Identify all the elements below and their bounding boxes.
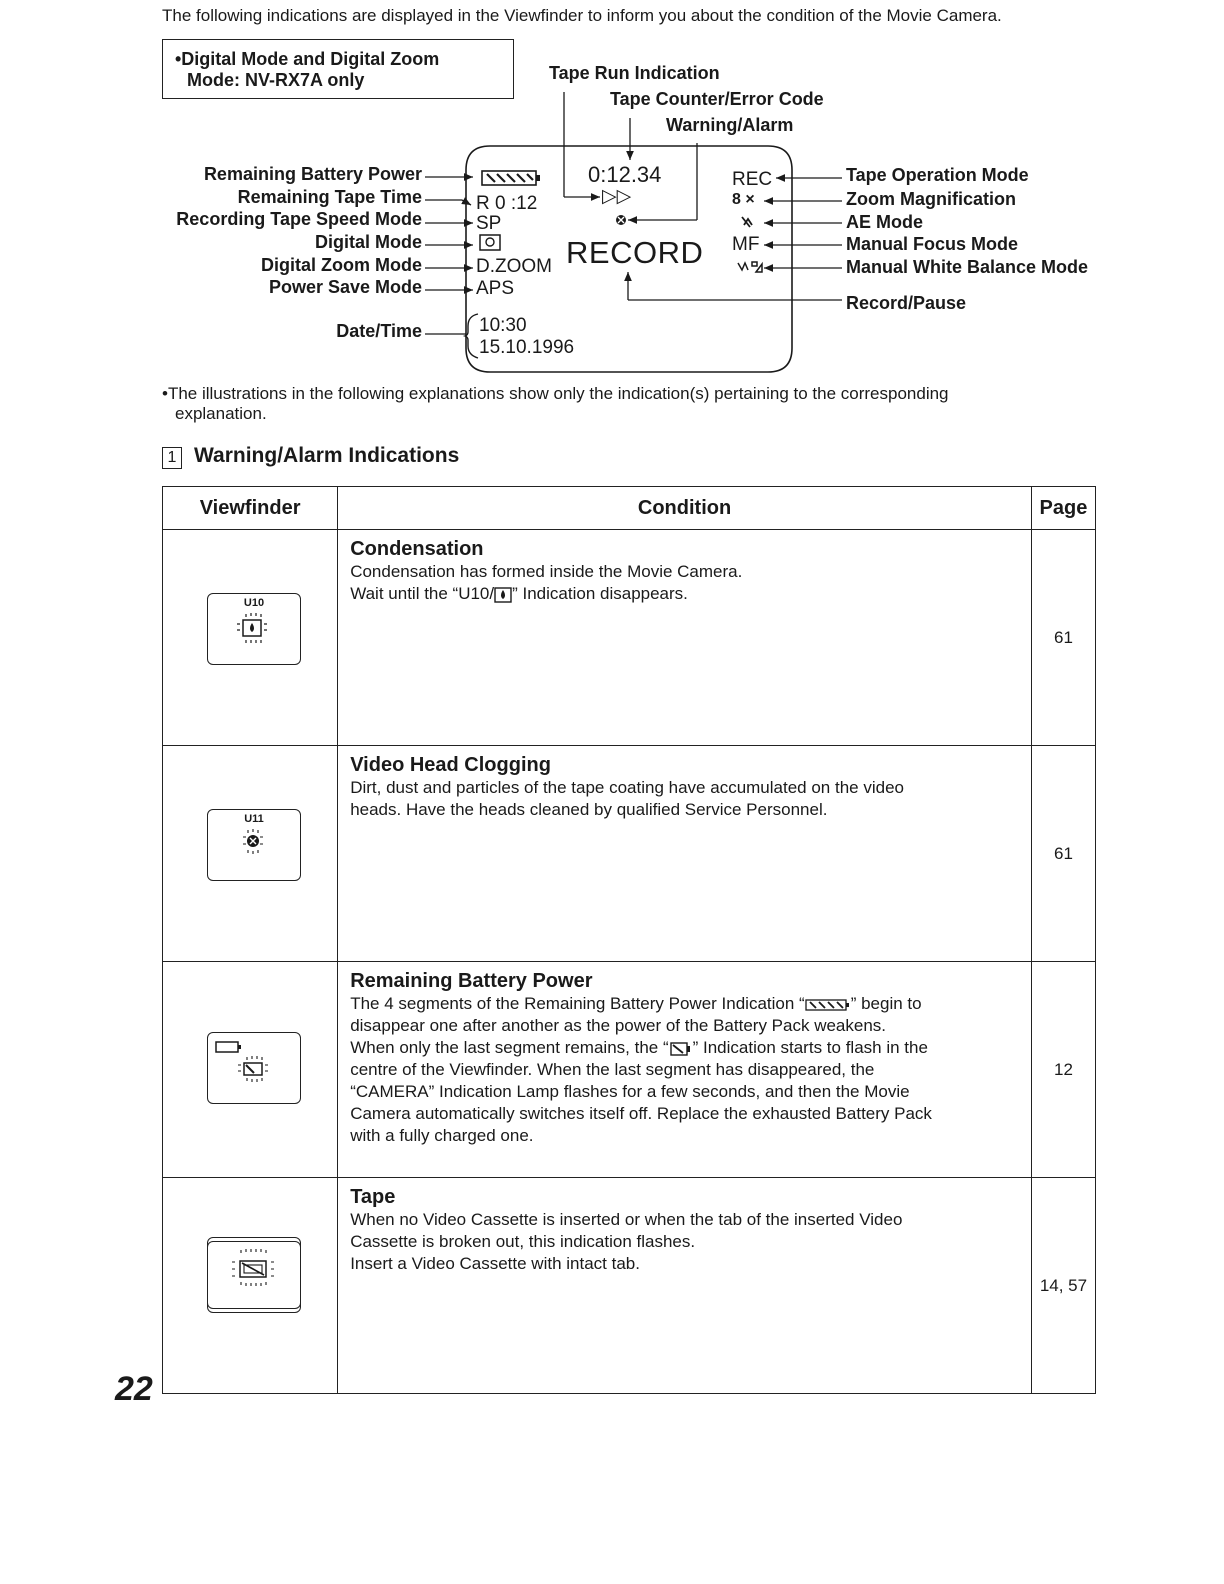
battery-icon: [482, 171, 540, 185]
condition-text-3-pre: When only the last segment remains, the “: [350, 1038, 669, 1057]
condition-text-2: Cassette is broken out, this indication flashes.: [350, 1232, 696, 1251]
condition-cell: [338, 1178, 1032, 1394]
condition-text-1: [350, 993, 1019, 1014]
label-ae-mode: AE Mode: [846, 212, 924, 232]
battery-inline-icon: [805, 998, 851, 1012]
digital-mode-icon: [480, 235, 500, 250]
page-cell: 61: [1031, 746, 1095, 962]
condition-text-1-pre: The 4 segments of the Remaining Battery Power Indication “: [350, 994, 805, 1013]
head-clog-icon: [208, 810, 300, 880]
page-cell: 61: [1031, 530, 1095, 746]
vf-aps: APS: [476, 278, 515, 299]
intro-text: The following indications are displayed in the Viewfinder to inform you about the condition of the Movie Camera.: [162, 6, 1002, 25]
condition-text-2-post: ” Indication disappears.: [512, 584, 688, 603]
mode-note-line1: •Digital Mode and Digital Zoom: [175, 49, 440, 69]
page-cell: 14, 57: [1031, 1178, 1095, 1394]
condition-cell: [338, 746, 1032, 962]
condition-text-7: with a fully charged one.: [350, 1126, 534, 1145]
header-viewfinder: Viewfinder: [163, 487, 338, 530]
label-manual-white-balance: Manual White Balance Mode: [846, 257, 1089, 277]
label-warning-alarm: Warning/Alarm: [666, 115, 794, 135]
note-line2: explanation.: [175, 404, 267, 423]
section-title: [162, 444, 459, 469]
warning-alarm-icon: [616, 215, 626, 225]
table-header-row: [163, 487, 1096, 530]
viewfinder-cell: [163, 746, 338, 962]
condition-text-6: Camera automatically switches itself off. Replace the exhausted Battery Pack: [350, 1104, 932, 1123]
condition-text-1: Condensation has formed inside the Movie Camera.: [350, 562, 743, 581]
tape-cassette-icon: [208, 1242, 300, 1312]
label-digital-mode: Digital Mode: [315, 232, 422, 252]
viewfinder-cell: [163, 530, 338, 746]
battery-empty-inline-icon: [669, 1041, 693, 1057]
table-row: [163, 962, 1096, 1178]
label-record-pause: Record/Pause: [846, 293, 967, 313]
label-power-save-mode: Power Save Mode: [268, 277, 422, 297]
label-tape-run: Tape Run Indication: [549, 63, 720, 83]
page-number: 22: [115, 1370, 153, 1408]
mini-viewfinder: [207, 593, 301, 665]
label-tape-speed-mode: Recording Tape Speed Mode: [176, 209, 422, 229]
vf-speed: SP: [476, 213, 502, 234]
vf-tape-time: R 0 :12: [476, 193, 538, 214]
section-number: 1: [162, 447, 182, 469]
section-title-text: Warning/Alarm Indications: [194, 444, 460, 467]
condition-title: Video Head Clogging: [350, 754, 551, 776]
header-condition: Condition: [338, 487, 1032, 530]
condition-text-3: Insert a Video Cassette with intact tab.: [350, 1254, 640, 1273]
table-row: [163, 530, 1096, 746]
condition-title: Remaining Battery Power: [350, 970, 593, 992]
condition-title: Tape: [350, 1186, 396, 1208]
vf-date: 15.10.1996: [479, 337, 575, 358]
battery-empty-icon: [208, 1033, 300, 1103]
vf-zoom: 8 ×: [732, 191, 755, 208]
condition-text-2: [350, 583, 1019, 604]
condition-text-3: [350, 1037, 1019, 1058]
label-manual-focus-mode: Manual Focus Mode: [846, 234, 1019, 254]
label-digital-zoom-mode: Digital Zoom Mode: [261, 255, 422, 275]
vf-counter: 0:12.34: [588, 162, 662, 187]
warning-table: [162, 486, 1096, 1394]
table-row: [163, 746, 1096, 962]
condition-text-2-pre: Wait until the “U10/: [350, 584, 495, 603]
condition-title: Condensation: [350, 538, 484, 560]
condition-text-1-post: ” begin to: [850, 994, 922, 1013]
mini-viewfinder: [207, 809, 301, 881]
vf-mf: MF: [732, 234, 760, 255]
mini-viewfinder: [207, 1241, 301, 1313]
condition-cell: [338, 530, 1032, 746]
page-cell: 12: [1031, 962, 1095, 1178]
vf-time: 10:30: [479, 315, 527, 336]
note-line1: •The illustrations in the following explanations show only the indication(s) pertaining to the corresponding: [162, 384, 949, 403]
vf-tape-run: ▷▷: [602, 186, 632, 207]
condensation-inline-icon: [494, 587, 512, 603]
label-zoom-magnification: Zoom Magnification: [846, 189, 1016, 209]
label-tape-counter: Tape Counter/Error Code: [610, 89, 824, 109]
condition-text-3-post: ” Indication starts to flash in the: [692, 1038, 928, 1057]
vf-rec: REC: [732, 169, 773, 190]
error-code: U10: [243, 597, 265, 609]
mini-viewfinder: [207, 1032, 301, 1104]
ae-mode-icon: [742, 217, 752, 227]
condensation-icon: [208, 594, 300, 664]
error-code: U11: [244, 813, 264, 825]
condition-text-1: When no Video Cassette is inserted or when the tab of the inserted Video: [350, 1210, 903, 1229]
condition-text-1: Dirt, dust and particles of the tape coating have accumulated on the video: [350, 778, 904, 797]
label-remaining-tape-time: Remaining Tape Time: [237, 187, 422, 207]
label-tape-operation-mode: Tape Operation Mode: [846, 165, 1029, 185]
label-date-time: Date/Time: [336, 321, 422, 341]
white-balance-icon: [738, 262, 762, 272]
condition-text-2: disappear one after another as the power of the Battery Pack weakens.: [350, 1016, 887, 1035]
condition-text-4: centre of the Viewfinder. When the last segment has disappeared, the: [350, 1060, 875, 1079]
condition-cell: [338, 962, 1032, 1178]
condition-text-2: heads. Have the heads cleaned by qualified Service Personnel.: [350, 800, 828, 819]
vf-dzoom: D.ZOOM: [476, 256, 552, 277]
table-row: [163, 1178, 1096, 1394]
header-page: Page: [1031, 487, 1095, 530]
label-remaining-battery: Remaining Battery Power: [203, 164, 422, 184]
condition-text-5: “CAMERA” Indication Lamp flashes for a few seconds, and then the Movie: [350, 1082, 910, 1101]
illustration-note: [162, 384, 1062, 424]
viewfinder-cell: [163, 1178, 338, 1394]
viewfinder-cell: [163, 962, 338, 1178]
mode-note-line2: Mode: NV-RX7A only: [187, 70, 365, 90]
vf-record: RECORD: [566, 235, 704, 270]
